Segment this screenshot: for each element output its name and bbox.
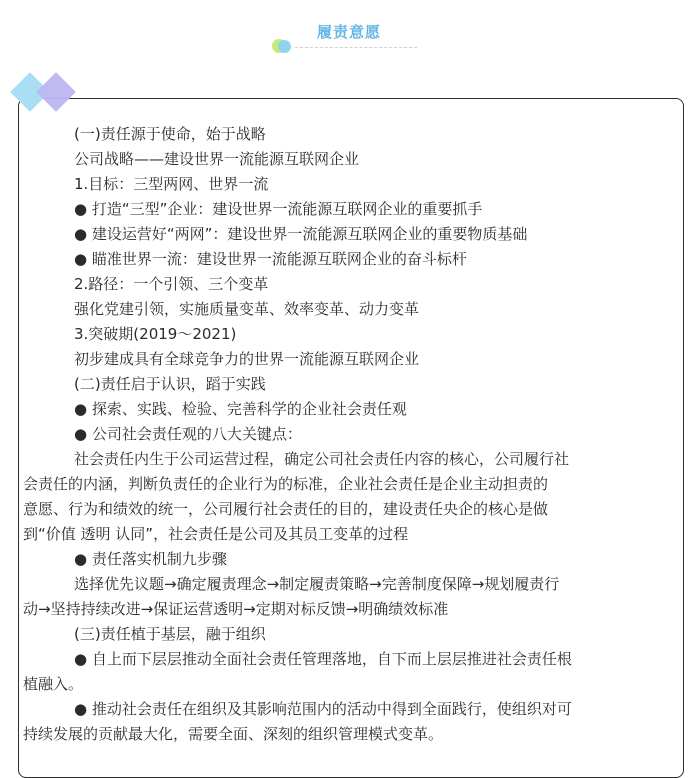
- heading-two: (二)责任启于认识，蹈于实践: [74, 375, 266, 393]
- bullet-item: ● 责任落实机制九步骤: [74, 550, 227, 568]
- bullet-item: ● 建设运营好“两网”：建设世界一流能源互联网企业的重要物质基础: [74, 225, 528, 243]
- paragraph-line: 意愿、行为和绩效的统一，公司履行社会责任的目的，建设责任央企的核心是做: [23, 500, 549, 518]
- text-line: 公司战略——建设世界一流能源互联网企业: [74, 150, 360, 168]
- text-line: 强化党建引领，实施质量变革、效率变革、动力变革: [74, 300, 420, 318]
- title-dots-icon: [272, 38, 292, 56]
- bullet-item: ● 瞄准世界一流：建设世界一流能源互联网企业的奋斗标杆: [74, 250, 467, 268]
- paragraph-line: 动→坚持持续改进→保证运营透明→定期对标反馈→明确绩效标准: [23, 600, 449, 618]
- bullet-item: ● 打造“三型”企业：建设世界一流能源互联网企业的重要抓手: [74, 200, 483, 218]
- paragraph-line: 社会责任内生于公司运营过程，确定公司社会责任内容的核心，公司履行社: [74, 450, 570, 468]
- paragraph-line: 会责任的内涵，判断负责任的企业行为的标准，企业社会责任是企业主动担责的: [23, 475, 549, 493]
- text-line: 2.路径：一个引领、三个变革: [74, 275, 269, 293]
- text-line: 1.目标：三型两网、世界一流: [74, 175, 269, 193]
- paragraph-line: 到“价值 透明 认同”，社会责任是公司及其员工变革的过程: [23, 525, 409, 543]
- paragraph-line: 选择优先议题→确定履责理念→制定履责策略→完善制度保障→规划履责行: [74, 575, 560, 593]
- paragraph-line: ● 推动社会责任在组织及其影响范围内的活动中得到全面践行，使组织对可: [74, 700, 572, 718]
- paragraph-steps: [23, 572, 663, 622]
- bullet-item: ● 公司社会责任观的八大关键点：: [74, 425, 302, 443]
- bullet-item: ● 探索、实践、检验、完善科学的企业社会责任观: [74, 400, 407, 418]
- heading-one: (一)责任源于使命，始于战略: [74, 125, 266, 143]
- paragraph-line: 持续发展的贡献最大化，需要全面、深刻的组织管理模式变革。: [23, 725, 444, 743]
- diamond-decoration-icon: [8, 70, 88, 120]
- section-title: 履责意愿: [316, 23, 381, 41]
- text-line: 3.突破期(2019～2021): [74, 325, 237, 343]
- document-body: [23, 122, 664, 747]
- title-divider: [295, 47, 417, 48]
- paragraph-practice: [23, 697, 663, 747]
- text-line: 初步建成具有全球竞争力的世界一流能源互联网企业: [74, 350, 420, 368]
- paragraph-key-points: [23, 447, 663, 547]
- paragraph-top-down: [23, 647, 663, 697]
- paragraph-line: 植融入。: [23, 675, 84, 693]
- heading-three: (三)责任植于基层，融于组织: [74, 625, 266, 643]
- paragraph-line: ● 自上而下层层推动全面社会责任管理落地，自下而上层层推进社会责任根: [74, 650, 572, 668]
